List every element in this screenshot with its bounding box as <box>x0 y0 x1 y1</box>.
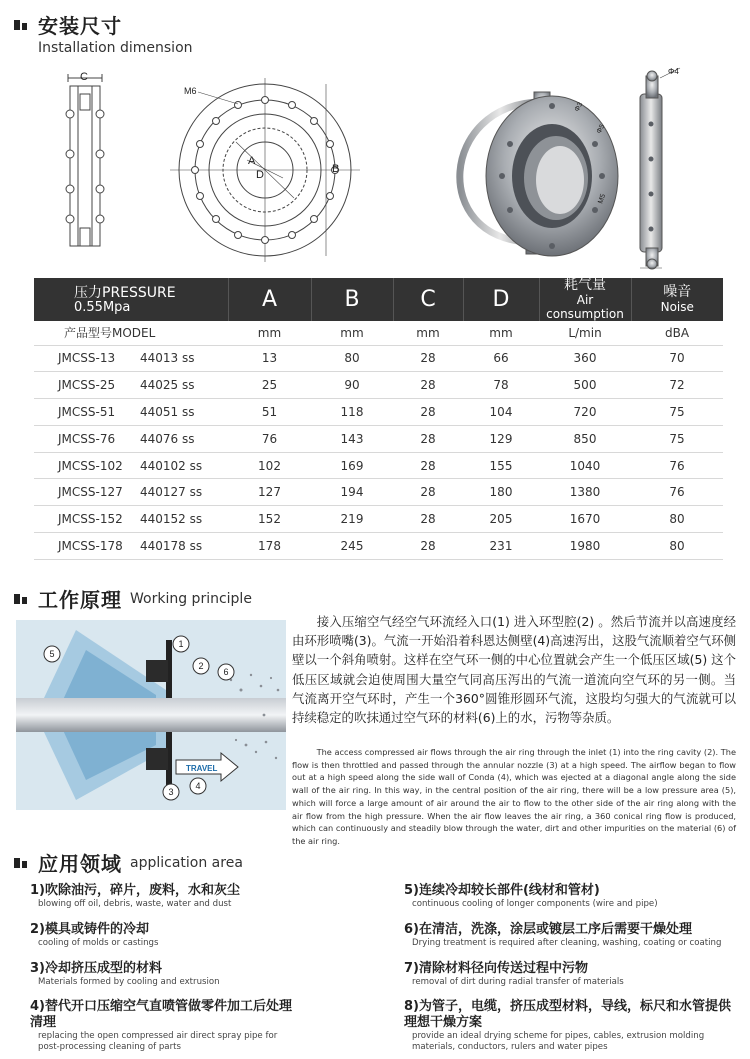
application-title-cn: 应用领域 <box>38 852 122 876</box>
cell-d: 104 <box>463 399 539 426</box>
ring-3d-render <box>460 92 618 256</box>
application-item-5: 5)连续冷却较长部件(线材和管材) continuous cooling of longer components (wire and pipe) <box>404 883 658 909</box>
cell-a: 25 <box>228 372 311 399</box>
cell-c: 28 <box>393 533 463 560</box>
dim-label-phi4: Φ4 <box>668 67 679 76</box>
model-name: JMCSS-13 <box>58 351 116 366</box>
cell-model <box>34 533 228 560</box>
cell-model <box>34 372 228 399</box>
installation-title-cn: 安装尺寸 <box>38 14 122 38</box>
table-row <box>34 425 723 452</box>
cell-model <box>34 506 228 533</box>
model-code: 440178 ss <box>140 538 203 553</box>
figure-label-5: 5 <box>49 649 55 659</box>
cell-a: 51 <box>228 399 311 426</box>
installation-header <box>14 10 122 39</box>
cell-a: 152 <box>228 506 311 533</box>
spec-header-row <box>34 278 723 321</box>
model-code: 44051 ss <box>140 404 195 419</box>
model-code: 44025 ss <box>140 378 195 393</box>
cell-a: 13 <box>228 345 311 372</box>
cell-d: 66 <box>463 345 539 372</box>
section-bullet-icon <box>14 18 28 32</box>
cell-air: 360 <box>539 345 631 372</box>
cell-d: 205 <box>463 506 539 533</box>
cell-air: 1040 <box>539 452 631 479</box>
working-description-cn: 接入压缩空气经空气环流经入口(1) 进入环型腔(2) 。然后节流并以高速度经由环形喷嘴(3)。气流一开始沿着科恩达侧壁(4)高速泻出，这股气流顺着空气环侧壁以一个斜角喷射。这样在空气环一侧的中心位置就会产生一个低压区域(5) 这个低压区域就会迫使周围大量空气同高压泻出的气流一道流向空气环的另一侧。当气流离开空气环时，产生一个360°圆锥形圆环气流，这股均匀强大的气流就可以持续稳定的吹抹通过空气环的材料(6)上的水，污物等杂质。 <box>292 614 736 726</box>
dim-label-m6: M6 <box>184 86 197 96</box>
cell-noise: 75 <box>631 399 723 426</box>
section-bullet-icon <box>14 856 28 870</box>
table-row <box>34 479 723 506</box>
cell-a: 76 <box>228 425 311 452</box>
table-row <box>34 345 723 372</box>
cell-b: 143 <box>311 425 393 452</box>
cell-model <box>34 399 228 426</box>
dim-label-m5: M5 <box>597 193 608 205</box>
spec-table <box>34 278 723 560</box>
header-d: D <box>463 278 539 321</box>
cell-d: 180 <box>463 479 539 506</box>
application-item-7: 7)清除材料径向传送过程中污物 removal of dirt during radial transfer of materials <box>404 961 624 987</box>
unit-b: mm <box>311 321 393 345</box>
unit-d: mm <box>463 321 539 345</box>
cell-model <box>34 345 228 372</box>
model-code: 440152 ss <box>140 512 203 527</box>
unit-noise: dBA <box>631 321 723 345</box>
cell-air: 1980 <box>539 533 631 560</box>
units-row <box>34 321 723 345</box>
cell-model <box>34 425 228 452</box>
cell-a: 102 <box>228 452 311 479</box>
cell-air: 850 <box>539 425 631 452</box>
cell-b: 80 <box>311 345 393 372</box>
dim-label-c: C <box>80 71 88 83</box>
cell-c: 28 <box>393 345 463 372</box>
cell-c: 28 <box>393 425 463 452</box>
header-a: A <box>228 278 311 321</box>
side-view-drawing <box>66 74 104 246</box>
cell-air: 1670 <box>539 506 631 533</box>
table-row <box>34 452 723 479</box>
cell-c: 28 <box>393 506 463 533</box>
header-c: C <box>393 278 463 321</box>
cell-c: 28 <box>393 399 463 426</box>
cell-noise: 70 <box>631 345 723 372</box>
model-name: JMCSS-76 <box>58 431 116 446</box>
figure-label-2: 2 <box>198 661 204 671</box>
cell-b: 245 <box>311 533 393 560</box>
dim-label-d: D <box>256 169 264 181</box>
dim-label-b: B <box>332 163 340 175</box>
unit-model: 产品型号MODEL <box>34 321 228 345</box>
header-b: B <box>311 278 393 321</box>
cell-b: 169 <box>311 452 393 479</box>
model-code: 440102 ss <box>140 458 203 473</box>
cell-noise: 76 <box>631 452 723 479</box>
application-header <box>14 848 243 877</box>
cell-b: 194 <box>311 479 393 506</box>
cell-noise: 72 <box>631 372 723 399</box>
figure-label-4: 4 <box>195 781 201 791</box>
dim-label-a: A <box>248 155 256 167</box>
table-row <box>34 533 723 560</box>
table-row <box>34 372 723 399</box>
application-item-6: 6)在清洁，洗涤，涂层或镀层工序后需要干燥处理 Drying treatment is required after cleaning, washing, coating or coating <box>404 922 722 948</box>
application-item-8: 8)为管子，电缆，挤压成型材料，导线，标尺和水管提供理想干燥方案 provide an ideal drying scheme for pipes, cables, extrusion molding materials, conductors, rulers and water pipes <box>404 999 731 1052</box>
application-item-3: 3)冷却挤压成型的材料 Materials formed by cooling and extrusion <box>30 961 220 987</box>
cell-d: 129 <box>463 425 539 452</box>
working-description-en: The access compressed air flows through the air ring through the inlet (1) into the ring cavity (2). The flow is then throttled and passed through the annular nozzle (3) at a high speed. The airflow began to flow out at a high speed along the side wall of Conda (4), which was ejected at a diagonal angle along the side wall of the air ring. In this way, in the central position of the air ring, there will be a low pressure area (5), which will force a large amount of air around the air to flow to the other side of the air ring along with the air flow from the high pressure. When the air flow leaves the air ring, a 360 conical ring flow is produced, which can continuously and steadily blow through the water, dirt and other impurities on the material (6) of the air ring. <box>292 747 736 846</box>
cell-b: 219 <box>311 506 393 533</box>
installation-drawings <box>40 64 730 276</box>
cell-noise: 80 <box>631 533 723 560</box>
working-title-cn: 工作原理 <box>38 588 122 612</box>
cell-a: 127 <box>228 479 311 506</box>
model-code: 440127 ss <box>140 485 203 500</box>
cell-c: 28 <box>393 452 463 479</box>
cell-air: 720 <box>539 399 631 426</box>
figure-label-1: 1 <box>178 639 184 649</box>
model-name: JMCSS-102 <box>58 458 123 473</box>
model-code: 44076 ss <box>140 431 195 446</box>
cell-b: 90 <box>311 372 393 399</box>
cell-noise: 76 <box>631 479 723 506</box>
section-bullet-icon <box>14 592 28 606</box>
figure-label-3: 3 <box>168 787 174 797</box>
application-item-4: 4)替代开口压缩空气直喷管做零件加工后处理清理 replacing the open compressed air direct spray pipe for post-processing cleaning of parts <box>30 999 292 1052</box>
cell-model <box>34 452 228 479</box>
cell-d: 231 <box>463 533 539 560</box>
cell-air: 500 <box>539 372 631 399</box>
application-title-en: application area <box>130 854 243 871</box>
unit-a: mm <box>228 321 311 345</box>
model-name: JMCSS-25 <box>58 378 116 393</box>
cell-noise: 80 <box>631 506 723 533</box>
model-name: JMCSS-178 <box>58 538 123 553</box>
dim-label-phi5: Φ5 <box>595 123 607 135</box>
dim-label-phi3: Φ3 <box>573 101 585 113</box>
model-name: JMCSS-127 <box>58 485 123 500</box>
working-principle-figure <box>16 620 286 810</box>
figure-label-6: 6 <box>223 667 229 677</box>
application-item-1: 1)吹除油污，碎片，废料，水和灰尘 blowing off oil, debris, waste, water and dust <box>30 883 240 909</box>
application-item-2: 2)模具或铸件的冷却 cooling of molds or castings <box>30 922 159 948</box>
installation-title-en: Installation dimension <box>38 40 193 56</box>
cell-c: 28 <box>393 479 463 506</box>
header-air-consumption: 耗气量 Air consumption <box>539 278 631 321</box>
working-header <box>14 584 252 613</box>
ring-side-render <box>640 68 680 269</box>
cell-noise: 75 <box>631 425 723 452</box>
working-title-en: Working principle <box>130 590 252 607</box>
cell-c: 28 <box>393 372 463 399</box>
table-row <box>34 399 723 426</box>
unit-c: mm <box>393 321 463 345</box>
cell-b: 118 <box>311 399 393 426</box>
table-row <box>34 506 723 533</box>
cell-d: 78 <box>463 372 539 399</box>
header-noise: 噪音 Noise <box>631 278 723 321</box>
travel-label: TRAVEL <box>186 764 218 773</box>
unit-air: L/min <box>539 321 631 345</box>
cell-air: 1380 <box>539 479 631 506</box>
cell-a: 178 <box>228 533 311 560</box>
cell-d: 155 <box>463 452 539 479</box>
cell-model <box>34 479 228 506</box>
model-code: 44013 ss <box>140 351 195 366</box>
model-name: JMCSS-51 <box>58 404 116 419</box>
model-name: JMCSS-152 <box>58 512 123 527</box>
header-pressure: 压力PRESSURE 0.55Mpa <box>34 278 228 321</box>
